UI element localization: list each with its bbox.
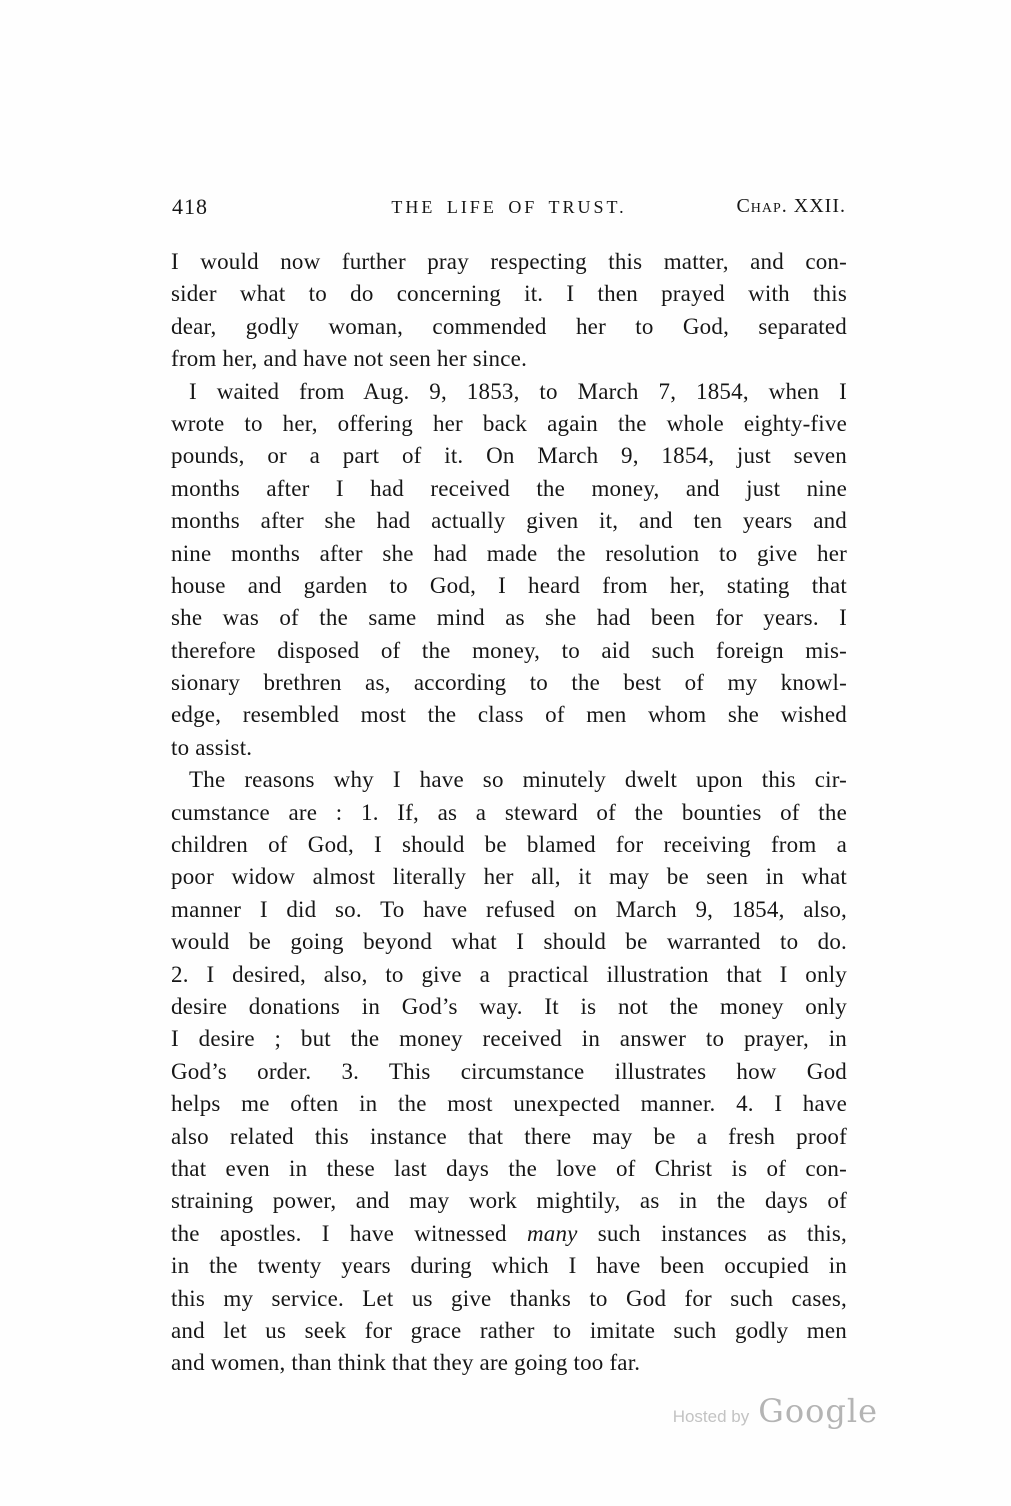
text-line: The reasons why I have so minutely dwelt upon this cir- [189, 767, 847, 793]
text-line: sider what to do concerning it. I then prayed with this [171, 281, 847, 307]
text-line: cumstance are : 1. If, as a steward of the bounties of the [171, 799, 847, 825]
text-line: wrote to her, offering her back again the whole eighty-five [171, 410, 847, 436]
hosted-by-label: Hosted by [672, 1407, 750, 1426]
text-line: helps me often in the most unexpected manner. 4. I have [171, 1091, 847, 1117]
page-text-block [171, 246, 847, 1380]
text-line: God’s order. 3. This circumstance illustrates how God [171, 1058, 847, 1084]
text-line: this my service. Let us give thanks to God for such cases, [171, 1285, 847, 1311]
running-title: THE LIFE OF TRUST. [391, 197, 627, 217]
text-line: manner I did so. To have refused on March 9, 1854, also, [171, 896, 847, 922]
text-line: sionary brethren as, according to the best of my knowl- [171, 670, 847, 696]
text-line: in the twenty years during which I have been occupied in [171, 1253, 847, 1279]
text-line: edge, resembled most the class of men whom she wished [171, 702, 847, 728]
text-line: desire donations in God’s way. It is not the money only [171, 993, 847, 1019]
google-logo: Google [758, 1392, 878, 1430]
footer-watermark [673, 1392, 878, 1430]
text-line: pounds, or a part of it. On March 9, 1854, just seven [171, 443, 847, 469]
text-line: also related this instance that there may be a fresh proof [171, 1123, 847, 1149]
text-line: that even in these last days the love of Christ is of con- [171, 1155, 847, 1181]
text-line: she was of the same mind as she had been for years. I [171, 605, 847, 631]
text-line: months after she had actually given it, and ten years and [171, 508, 847, 534]
text-line: I would now further pray respecting this matter, and con- [171, 249, 847, 274]
text-line: and women, than think that they are going too far. [171, 1350, 641, 1376]
text-line: I waited from Aug. 9, 1853, to March 7, 1854, when I [189, 378, 847, 404]
text-line: children of God, I should be blamed for receiving from a [171, 832, 847, 858]
text-line: house and garden to God, I heard from her, stating that [171, 572, 847, 598]
text-line: from her, and have not seen her since. [171, 346, 528, 372]
text-line: therefore disposed of the money, to aid such foreign mis- [171, 637, 847, 663]
text-line: and let us seek for grace rather to imitate such godly men [171, 1317, 847, 1343]
text-line: straining power, and may work mightily, as in the days of [171, 1188, 847, 1214]
text-line: the apostles. I have witnessed many such instances as this, [171, 1220, 847, 1246]
text-line: would be going beyond what I should be warranted to do. [171, 929, 847, 955]
text-line: months after I had received the money, and just nine [171, 475, 847, 501]
text-line: I desire ; but the money received in answer to prayer, in [171, 1026, 847, 1052]
text-line: dear, godly woman, commended her to God, separated [171, 313, 847, 339]
text-line: nine months after she had made the resolution to give her [171, 540, 847, 566]
page-header [172, 194, 846, 224]
page-number: 418 [172, 194, 208, 219]
text-line: to assist. [171, 734, 253, 760]
chapter-label: Chap. XXII. [736, 195, 846, 217]
text-line: poor widow almost literally her all, it may be seen in what [171, 864, 847, 890]
text-line: 2. I desired, also, to give a practical illustration that I only [171, 961, 847, 987]
